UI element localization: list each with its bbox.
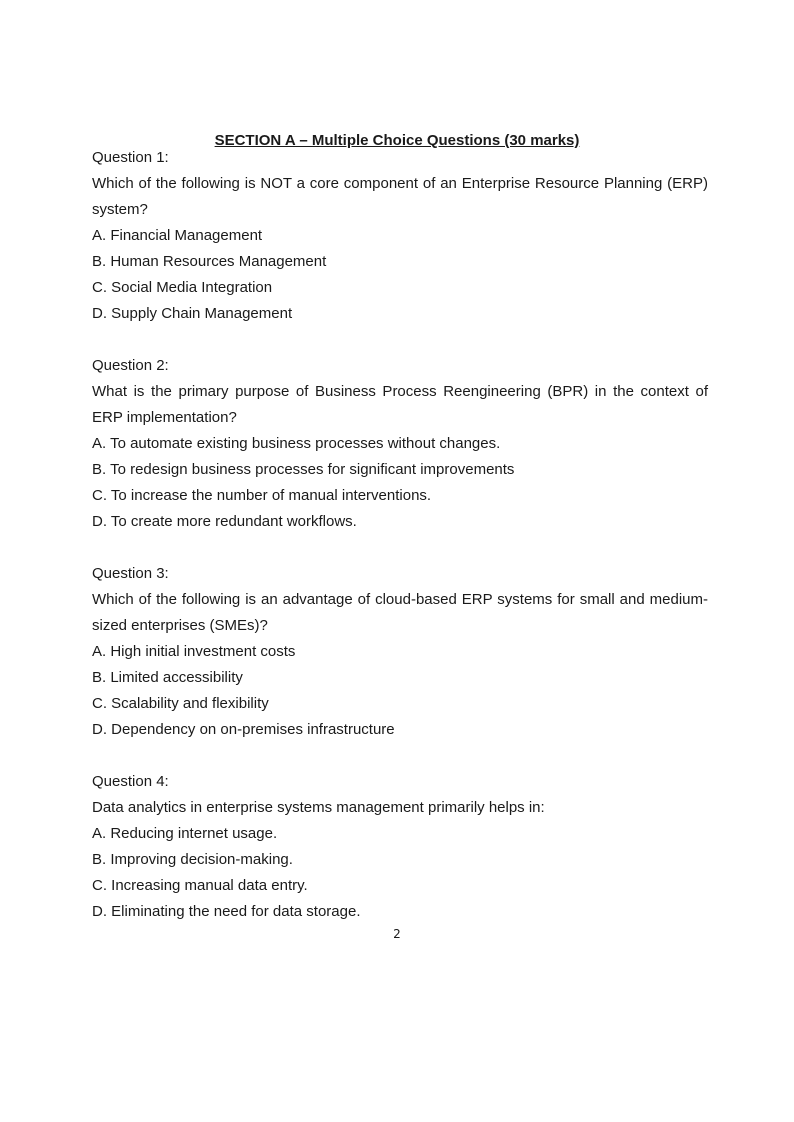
question-2 — [92, 353, 708, 535]
option-c: C. Increasing manual data entry. — [92, 877, 308, 894]
question-label: Question 4: — [92, 773, 169, 790]
question-label: Question 3: — [92, 565, 169, 582]
option-d: D. Dependency on on-premises infrastructure — [92, 721, 395, 738]
question-text: What is the primary purpose of Business Process Reengineering (BPR) in the context of ERP implementation? — [92, 383, 708, 426]
question-label: Question 1: — [92, 149, 169, 166]
option-c: C. To increase the number of manual interventions. — [92, 487, 432, 504]
question-4 — [92, 769, 708, 925]
option-b: B. Limited accessibility — [92, 669, 243, 686]
question-1 — [92, 145, 708, 327]
question-list — [92, 145, 708, 951]
question-text: Which of the following is an advantage of cloud-based ERP systems for small and medium-sized enterprises (SMEs)? — [92, 591, 708, 634]
option-a: A. High initial investment costs — [92, 643, 296, 660]
option-a: A. Financial Management — [92, 227, 263, 244]
option-d: D. Supply Chain Management — [92, 305, 293, 322]
option-c: C. Scalability and flexibility — [92, 695, 269, 712]
option-b: B. To redesign business processes for significant improvements — [92, 461, 515, 478]
option-b: B. Improving decision-making. — [92, 851, 293, 868]
question-text: Data analytics in enterprise systems management primarily helps in: — [92, 799, 545, 816]
option-b: B. Human Resources Management — [92, 253, 327, 270]
question-3 — [92, 561, 708, 743]
page-number: 2 — [393, 927, 401, 941]
option-a: A. To automate existing business processes without changes. — [92, 435, 501, 452]
question-label: Question 2: — [92, 357, 169, 374]
option-d: D. To create more redundant workflows. — [92, 513, 357, 530]
question-text: Which of the following is NOT a core component of an Enterprise Resource Planning (ERP) system? — [92, 175, 708, 218]
option-d: D. Eliminating the need for data storage. — [92, 903, 361, 920]
option-c: C. Social Media Integration — [92, 279, 273, 296]
option-a: A. Reducing internet usage. — [92, 825, 278, 842]
section-heading: SECTION A – Multiple Choice Questions (30 marks) — [214, 132, 580, 149]
